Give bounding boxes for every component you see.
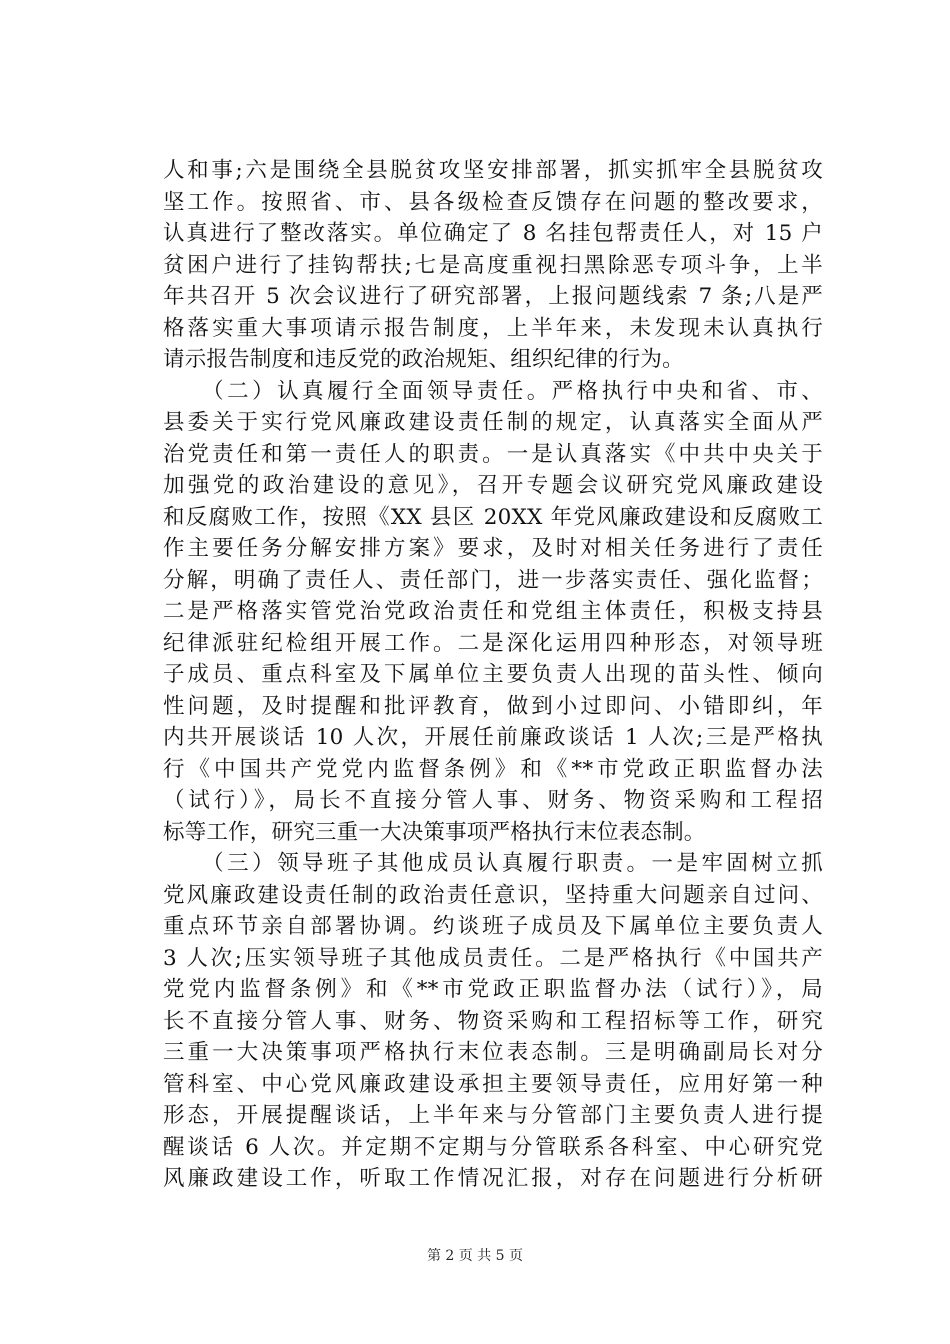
text-line: 子成员、重点科室及下属单位主要负责人出现的苗头性、倾向	[163, 662, 823, 687]
text-line: 长不直接分管人事、财务、物资采购和工程招标等工作，研究	[163, 1008, 823, 1034]
text-line: 加强党的政治建设的意见》，召开专题会议研究党风廉政建设	[163, 473, 823, 498]
text-line: 县委关于实行党风廉政建设责任制的规定，认真落实全面从严	[163, 410, 823, 435]
text-line: 性问题，及时提醒和批评教育，做到小过即问、小错即纠，年	[163, 693, 823, 719]
text-line: 坚工作。按照省、市、县各级检查反馈存在问题的整改要求，	[163, 189, 823, 215]
text-line: 年共召开 5 次会议进行了研究部署，上报问题线索 7 条;八是严	[163, 284, 823, 309]
text-line: 行《中国共产党党内监督条例》和《**市党政正职监督办法	[163, 756, 823, 782]
text-line: （三）领导班子其他成员认真履行职责。一是牢固树立抓	[163, 851, 823, 876]
text-line: 风廉政建设工作，听取工作情况汇报，对存在问题进行分析研	[163, 1166, 823, 1191]
text-line: 标等工作，研究三重一大决策事项严格执行末位表态制。	[163, 819, 706, 845]
text-line: 形态，开展提醒谈话，上半年来与分管部门主要负责人进行提	[163, 1103, 823, 1128]
text-line: 内共开展谈话 10 人次，开展任前廉政谈话 1 人次;三是严格执	[163, 725, 823, 750]
text-line: （二）认真履行全面领导责任。严格执行中央和省、市、	[163, 378, 823, 404]
text-line: 贫困户进行了挂钩帮扶;七是高度重视扫黑除恶专项斗争，上半	[163, 252, 823, 278]
text-line: 分解，明确了责任人、责任部门，进一步落实责任、强化监督；	[163, 567, 823, 593]
text-line: 格落实重大事项请示报告制度，上半年来，未发现未认真执行	[163, 315, 823, 341]
document-body	[163, 155, 823, 1195]
text-line: 纪律派驻纪检组开展工作。二是深化运用四种形态，对领导班	[163, 630, 823, 656]
text-line: 三重一大决策事项严格执行末位表态制。三是明确副局长对分	[163, 1040, 823, 1065]
page-number-footer: 第 2 页 共 5 页	[426, 1248, 524, 1264]
text-line: 治党责任和第一责任人的职责。一是认真落实《中共中央关于	[163, 441, 823, 467]
text-line: 党风廉政建设责任制的政治责任意识，坚持重大问题亲自过问、	[163, 882, 823, 908]
text-line: （试行）》，局长不直接分管人事、财务、物资采购和工程招	[163, 788, 823, 813]
text-line: 人和事;六是围绕全县脱贫攻坚安排部署，抓实抓牢全县脱贫攻	[163, 158, 823, 183]
text-line: 重点环节亲自部署协调。约谈班子成员及下属单位主要负责人	[163, 914, 823, 939]
text-line: 请示报告制度和违反党的政治规矩、组织纪律的行为。	[163, 347, 684, 372]
text-line: 管科室、中心党风廉政建设承担主要领导责任，应用好第一种	[163, 1071, 823, 1097]
text-line: 作主要任务分解安排方案》要求，及时对相关任务进行了责任	[163, 536, 823, 561]
text-line: 3 人次;压实领导班子其他成员责任。二是严格执行《中国共产	[163, 945, 823, 971]
text-line: 和反腐败工作，按照《XX 县区 20XX 年党风廉政建设和反腐败工	[163, 504, 823, 530]
text-line: 认真进行了整改落实。单位确定了 8 名挂包帮责任人，对 15 户	[163, 221, 823, 246]
text-line: 醒谈话 6 人次。并定期不定期与分管联系各科室、中心研究党	[163, 1134, 823, 1160]
text-line: 党党内监督条例》和《**市党政正职监督办法（试行）》，局	[163, 977, 823, 1002]
text-line: 二是严格落实管党治党政治责任和党组主体责任，积极支持县	[163, 599, 823, 624]
